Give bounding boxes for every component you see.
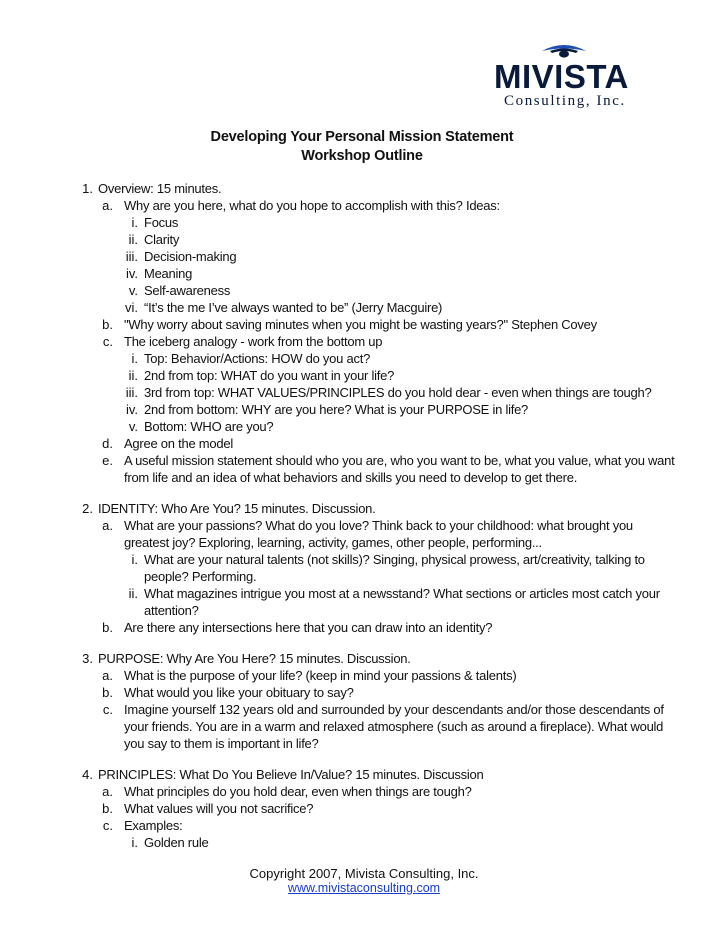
outline-line: Meaning — [144, 266, 193, 281]
outline-marker: d. — [102, 436, 113, 451]
outline-marker: b. — [102, 685, 113, 700]
outline-line: What are your passions? What do you love? Think back to your childhood: what brought you — [124, 518, 633, 533]
outline-marker: c. — [102, 818, 113, 833]
outline-marker: 2. — [82, 501, 93, 516]
outline-line: Focus — [144, 215, 179, 230]
outline-marker: iv. — [125, 402, 138, 417]
outline-marker: b. — [102, 317, 113, 332]
outline-line: from life and an idea of what behaviors and skills you need to develop to get there. — [124, 470, 578, 485]
outline-line: PURPOSE: Why Are You Here? 15 minutes. Discussion. — [98, 651, 411, 666]
outline-line: What values will you not sacrifice? — [124, 801, 314, 816]
outline-marker: iv. — [125, 266, 138, 281]
outline-line: What would you like your obituary to say? — [124, 685, 354, 700]
outline-line: Golden rule — [144, 835, 209, 850]
outline-marker: a. — [102, 518, 113, 533]
logo-subtitle: Consulting, Inc. — [504, 93, 626, 109]
outline-line: "Why worry about saving minutes when you might be wasting years?" Stephen Covey — [124, 317, 597, 332]
outline-line: Imagine yourself 132 years old and surrounded by your descendants and/or those descendants of — [124, 702, 664, 717]
document-title: Developing Your Personal Mission Statement — [210, 129, 514, 145]
footer-copyright: Copyright 2007, Mivista Consulting, Inc. — [249, 866, 479, 881]
outline-line: “It’s the me I’ve always wanted to be” (Jerry Macguire) — [144, 300, 443, 315]
outline-marker: 4. — [82, 767, 93, 782]
outline-line: 3rd from top: WHAT VALUES/PRINCIPLES do you hold dear - even when things are tough? — [144, 385, 652, 400]
outline-marker: c. — [102, 334, 113, 349]
outline-line: What are your natural talents (not skills)? Singing, physical prowess, art/creativity, talking to — [144, 552, 645, 567]
outline-line: Examples: — [124, 818, 183, 833]
outline-line: Self-awareness — [144, 283, 231, 298]
outline-marker: a. — [102, 198, 113, 213]
footer-link[interactable]: www.mivistaconsulting.com — [287, 881, 441, 895]
outline-marker: b. — [102, 620, 113, 635]
outline-line: IDENTITY: Who Are You? 15 minutes. Discussion. — [98, 501, 376, 516]
outline-line: people? Performing. — [144, 569, 257, 584]
outline-line: Clarity — [144, 232, 180, 247]
outline-line: A useful mission statement should who you are, who you want to be, what you value, what you want — [124, 453, 675, 468]
outline-marker: i. — [131, 552, 138, 567]
outline-marker: iii. — [125, 385, 138, 400]
company-logo — [494, 40, 644, 110]
outline-marker: v. — [128, 283, 138, 298]
outline-marker: iii. — [125, 249, 138, 264]
outline-line: The iceberg analogy - work from the bottom up — [124, 334, 383, 349]
outline-line: Decision-making — [144, 249, 237, 264]
outline-line: Why are you here, what do you hope to accomplish with this? Ideas: — [124, 198, 500, 213]
outline-line: 2nd from bottom: WHY are you here? What is your PURPOSE in life? — [144, 402, 529, 417]
outline-marker: i. — [131, 351, 138, 366]
outline-marker: e. — [102, 453, 113, 468]
outline-line: you say to them is important in life? — [124, 736, 319, 751]
outline-marker: c. — [102, 702, 113, 717]
outline-marker: a. — [102, 668, 113, 683]
outline-marker: i. — [131, 215, 138, 230]
outline-line: greatest joy? Exploring, learning, activity, games, other people, performing... — [124, 535, 542, 550]
outline-marker: ii. — [128, 368, 138, 383]
outline-line: What principles do you hold dear, even when things are tough? — [124, 784, 472, 799]
outline-marker: vi. — [125, 300, 138, 315]
outline-line: Bottom: WHO are you? — [144, 419, 274, 434]
outline-marker: i. — [131, 835, 138, 850]
outline-marker: v. — [128, 419, 138, 434]
outline-line: PRINCIPLES: What Do You Believe In/Value? 15 minutes. Discussion — [98, 767, 484, 782]
outline-line: attention? — [144, 603, 199, 618]
outline-line: Are there any intersections here that you can draw into an identity? — [124, 620, 493, 635]
document-subtitle: Workshop Outline — [301, 148, 423, 164]
outline-line: Overview: 15 minutes. — [98, 181, 222, 196]
outline-line: your friends. You are in a warm and relaxed atmosphere (such as around a fireplace). What would — [124, 719, 664, 734]
logo-name: MIVISTA — [494, 58, 629, 95]
outline-line: Top: Behavior/Actions: HOW do you act? — [144, 351, 371, 366]
outline-line: Agree on the model — [124, 436, 233, 451]
outline-marker: 1. — [82, 181, 93, 196]
outline-line: 2nd from top: WHAT do you want in your life? — [144, 368, 395, 383]
outline-marker: b. — [102, 801, 113, 816]
outline-marker: ii. — [128, 586, 138, 601]
outline-marker: a. — [102, 784, 113, 799]
outline-marker: 3. — [82, 651, 93, 666]
outline-line: What is the purpose of your life? (keep in mind your passions & talents) — [124, 668, 517, 683]
outline-marker: ii. — [128, 232, 138, 247]
outline-line: What magazines intrigue you most at a newsstand? What sections or articles most catch your — [144, 586, 660, 601]
